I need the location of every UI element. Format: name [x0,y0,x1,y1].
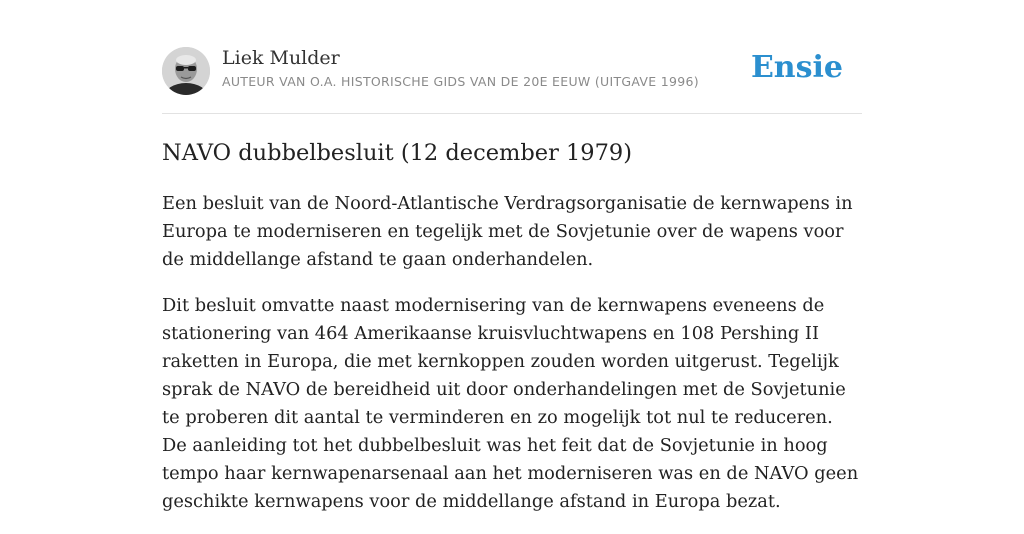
article-paragraph: Dit besluit omvatte naast modernisering van de kernwapens eveneens de stationering van 464 Amerikaanse kruisvluchtwapens en 108 Pershing II raketten in Europa, die met kernkoppen zouden worden uitgerust. Tegelijk sprak de NAVO de bereidheid uit door onderhandelingen met de Sovjetunie te proberen dit aantal te verminderen en zo mogelijk tot nul te reduceren. De aanleiding tot het dubbelbesluit was het feit dat de Sovjetunie in hoog tempo haar kernwapenarsenaal aan het moderniseren was en de NAVO geen geschikte kernwapens voor de middellange afstand in Europa bezat. [162,295,859,512]
ensie-logo[interactable]: Ensie [750,50,843,85]
author-photo-icon [162,47,210,95]
article-body [162,190,862,534]
article-title: NAVO dubbelbesluit (12 december 1979) [162,140,633,166]
article-page [162,0,862,512]
article-header [162,0,862,114]
article-paragraph: Een besluit van de Noord-Atlantische Verdragsorganisatie de kernwapens in Europa te moderniseren en tegelijk met de Sovjetunie over de wapens voor de middellange afstand te gaan onderhandelen. [162,193,853,270]
author-avatar[interactable] [162,47,210,95]
author-description: AUTEUR VAN O.A. HISTORISCHE GIDS VAN DE 20E EEUW (UITGAVE 1996) [222,74,699,89]
author-name[interactable]: Liek Mulder [222,47,340,69]
